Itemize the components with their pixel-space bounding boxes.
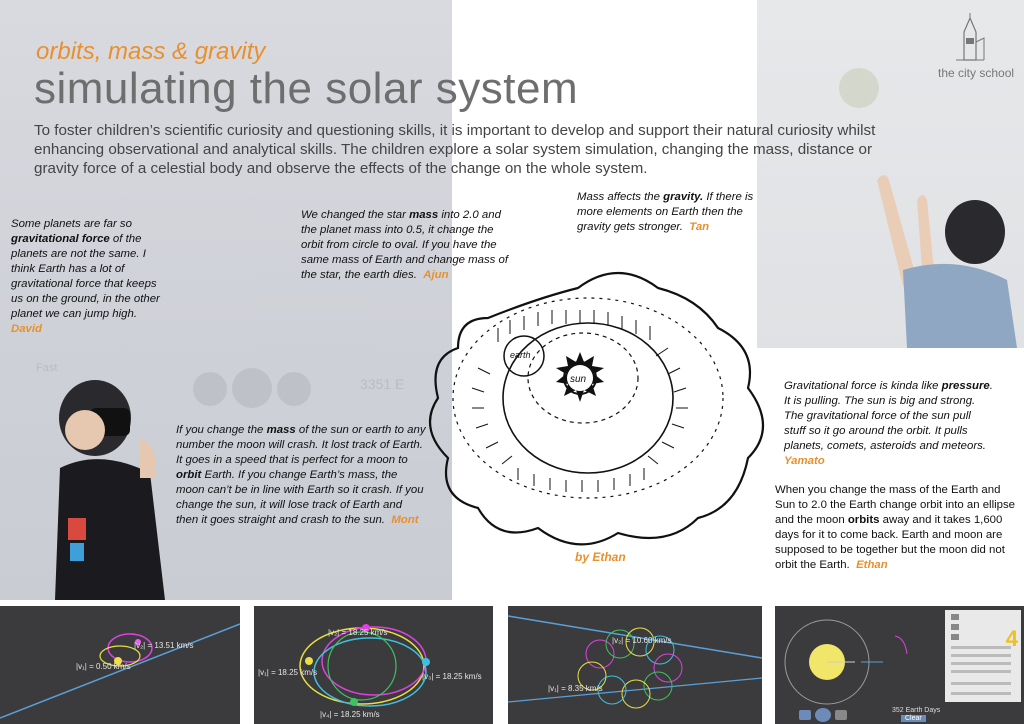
child-photo-right (857, 170, 1024, 348)
school-logo-icon (950, 12, 990, 64)
page-title: simulating the solar system (34, 64, 579, 113)
sim-screenshot-4 (775, 606, 1024, 724)
earth-days-readout: 352 Earth Days (892, 707, 941, 714)
photo-forward-icon (277, 372, 311, 406)
quote-author: David (11, 323, 43, 335)
velocity-label: |v₂| = 10.60 km/s (612, 636, 672, 645)
quote-keyword: orbit (176, 469, 202, 481)
photo-counter: 3351 E (360, 376, 405, 392)
quote-text: into 2.0 and the planet mass into 0.5, it change the orbit from circle to oval. If you have the same mass of Earth and change mass of the star, the earth dies. (301, 209, 509, 281)
page-subtitle: orbits, mass & gravity (36, 38, 266, 65)
velocity-label: |v₂| = 13.51 km/s (134, 641, 194, 650)
quote-mont (176, 423, 426, 528)
drawing-outline (430, 273, 763, 544)
sun-label: sun (570, 374, 587, 385)
velocity-label: |v₁| = 8.35 km/s (548, 684, 603, 693)
sim-screenshot-1 (0, 606, 240, 724)
pause-button[interactable] (815, 708, 831, 722)
quote-text: Mass affects the (577, 191, 664, 203)
quote-ethan (775, 483, 1015, 573)
quote-text: Earth. If you change Earth’s mass, the moon can’t be in line with Earth so it crash. If you change the sun, it will lose track of Earth and then it goes straight and crash to the sun. (176, 469, 424, 526)
intro-paragraph: To foster children’s scientific curiosity and questioning skills, it is important to develop and support their natural curiosity whilst enhancing observational and analytical skills. The children explore a solar system simulation, changing the mass, distance or gravity force of a celestial body and observe the effects of the change on the whole system. (34, 122, 876, 177)
quote-text: of the sun or earth to any number the moon will crash. It lost track of Earth. It goes in a speed that is perfect for a moon to (176, 424, 426, 466)
school-logo-text: the city school (938, 66, 1015, 80)
quote-keyword: orbits (847, 514, 880, 526)
drawing-outer-orbit (453, 298, 723, 498)
quote-author: Tan (689, 221, 710, 233)
quote-author: Ethan (856, 559, 888, 571)
forward-button[interactable] (835, 710, 847, 720)
quote-text: Gravitational force is kinda like (784, 380, 942, 392)
sim-screenshot-3 (508, 606, 762, 724)
quote-text: Some planets are far so (11, 218, 132, 230)
photo-pause-icon (232, 368, 272, 408)
sim-screenshot-2 (254, 606, 493, 724)
photo-fast-label: Fast (36, 362, 58, 374)
quote-keyword: mass (409, 209, 439, 221)
child-drawing (418, 258, 780, 558)
clear-button[interactable]: Clear (901, 715, 926, 722)
quote-text: If you change the (176, 424, 267, 436)
quote-text: . It is pulling. The sun is big and strong. The gravitational force of the sun pull stuff so it go around the orbit. It pulls planets, comets, asteroids and meteors. (784, 380, 993, 452)
drawing-earth-orbit (503, 323, 673, 473)
quote-text: When you change the mass of the Earth and Sun to 2.0 the Earth change orbit into an ellipse and the moon (775, 484, 1015, 526)
quote-text: of the planets are not the same. I think Earth has a lot of gravitational force that keeps us on the ground, in the other planet we can jump high. (11, 233, 160, 320)
velocity-label: |v₂| = 18.25 km/s (328, 628, 388, 637)
drawing-credit: by Ethan (575, 550, 626, 564)
quote-text: If there is more elements on Earth then the gravity gets stronger. (577, 191, 754, 233)
quote-text: away and it takes 1,600 days for it to come back. Earth and moon are supposed to be together but the moon did not orbit the Earth. (775, 514, 1005, 571)
quote-author: Ajun (423, 269, 449, 281)
sim-orbit-graphic (254, 606, 493, 724)
quote-keyword: gravitational force (11, 233, 110, 245)
earth-label: earth (510, 350, 531, 360)
photo-planet-icon (839, 68, 879, 108)
sim-orbit-graphic (508, 606, 762, 724)
quote-keyword: mass (266, 424, 296, 436)
quote-author: Yamato (784, 455, 825, 467)
velocity-label: |v₃| = 18.25 km/s (422, 672, 482, 681)
quote-author: Mont (391, 514, 419, 526)
velocity-label: |v₄| = 18.25 km/s (320, 710, 380, 719)
photo-rewind-icon (193, 372, 227, 406)
quote-yamato (784, 379, 994, 469)
velocity-label: |v₁| = 18.25 km/s (258, 668, 318, 677)
quote-david (11, 217, 171, 337)
quote-text: We changed the star (301, 209, 410, 221)
child-photo-left (30, 378, 180, 600)
year-badge: 4 (1005, 626, 1018, 651)
quote-keyword: pressure (941, 380, 990, 392)
quote-keyword: gravity. (663, 191, 704, 203)
rewind-button[interactable] (799, 710, 811, 720)
velocity-label: |v₁| = 0.50 km/s (76, 662, 131, 671)
quote-tan (577, 190, 762, 235)
